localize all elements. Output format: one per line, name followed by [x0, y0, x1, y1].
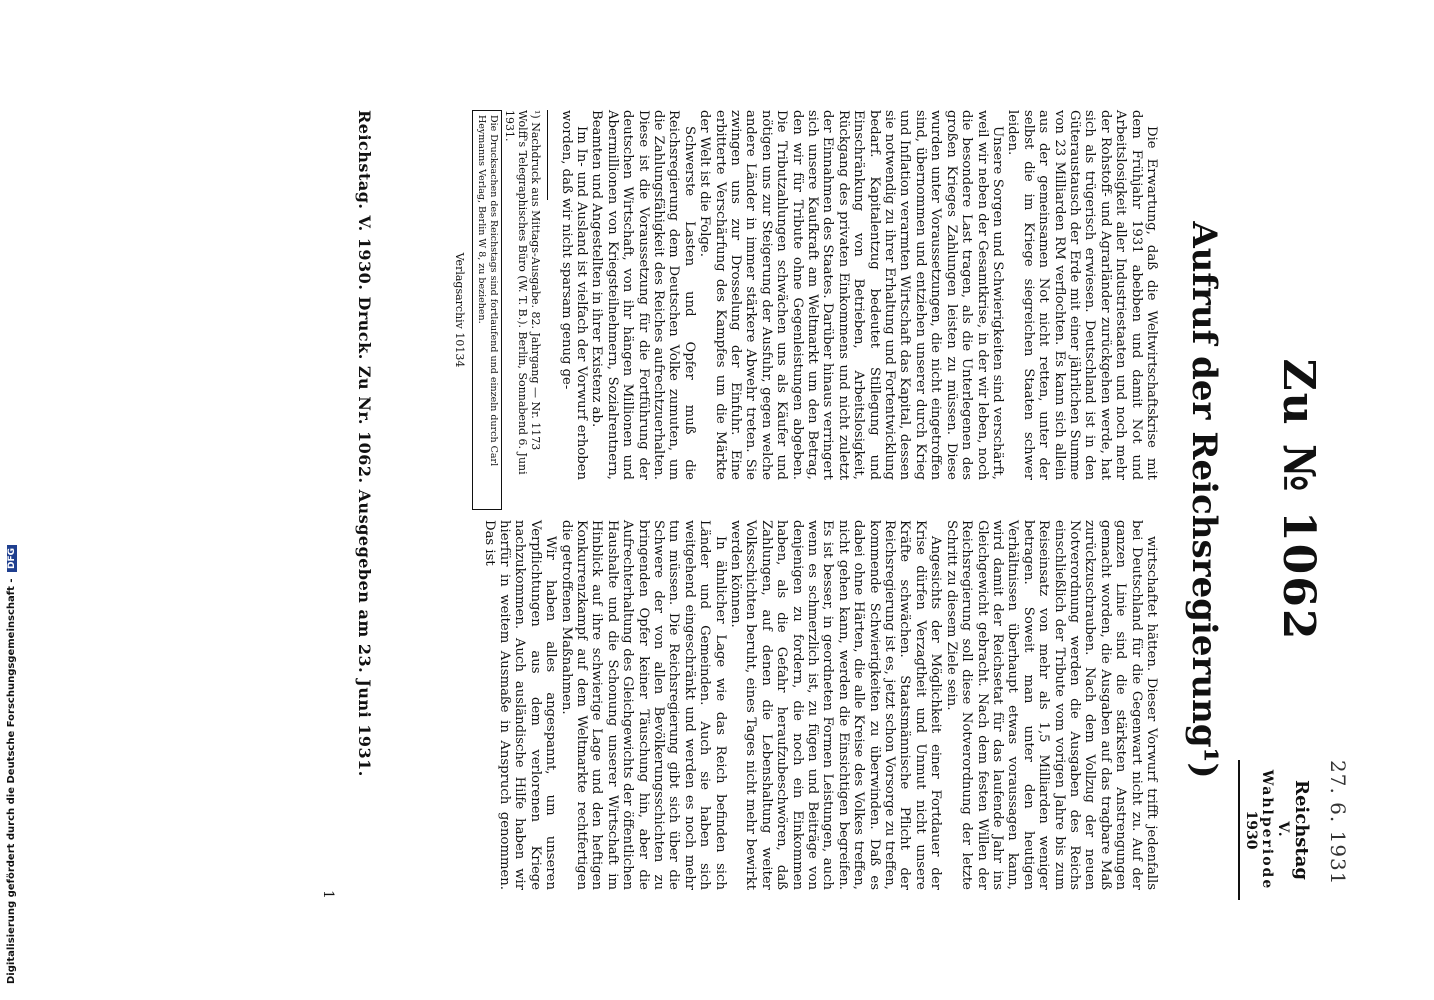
- paragraph: Schwerste Lasten und Opfer muß die Reichsregierung dem Deutschen Volke zumuten, um die Zahlungsfähigkeit des Reiches aufrechtzuerhalten. Diese ist die Voraussetzung für die Fortführung der deutschen Wirtschaft, von ihr hängen Millionen und Abermillionen von Kriegsteilnehmern, Sozialrentnern, Beamten und Angestellten in ihrer Existenz ab.: [589, 110, 697, 480]
- paragraph: Im In- und Ausland ist vielfach der Vorwurf erhoben worden, daß wir nicht sparsam genug ge-: [558, 110, 589, 480]
- right-column: [481, 520, 1159, 890]
- publication-line: Reichstag. V. 1930. Druck. Zu Nr. 1062. Ausgegeben am 23. Juni 1931.: [355, 110, 374, 777]
- drucksache-title: Zu № 1062: [1273, 358, 1324, 642]
- digitization-credit: [6, 547, 17, 984]
- page-mark: 1: [320, 890, 336, 899]
- paragraph: Die Erwartung, daß die Weltwirtschaftskrise mit dem Frühjahr 1931 abebben und damit Not und Arbeitslosigkeit aller Industriestaaten und noch mehr der Rohstoff- und Agrarländer zurückgehen werde, hat sich als trügerisch erwiesen. Deutschland ist in den Güteraustausch der Erde mit einer jährlichen Summe von 23 Milliarden RM verflochten. Es kann sich allein aus der gemeinsamen Not nicht retten, unter der selbst die im Kriege siegreichen Staaten schwer leiden.: [1005, 110, 1159, 480]
- paragraph: wirtschaftet hätten. Dieser Vorwurf trifft jedenfalls bei Deutschland für die Gegenwart nicht zu. Auf der ganzen Linie sind die stärksten Anstrengungen gemacht worden, die Ausgaben auf das tragbare Maß zurückzuschrauben. Nach dem Vollzug der neuen Notverordnung werden die Ausgaben des Reichs einschließlich der Tribute vom vorigen Jahre bis zum Reiseinsatz von mehr als 1,5 Milliarden weniger betragen. Soweit man unter den heutigen Verhältnissen überhaupt etwas voraussagen kann, wird damit der Reichsetat für das laufende Jahr ins Gleichgewicht gebracht. Nach dem festen Willen der Reichsregierung soll diese Notverordnung der letzte Schritt zu diesem Ziele sein.: [943, 520, 1159, 890]
- footnote: ¹) Nachdruck aus Mittags-Ausgabe. 82. Jahrgang — Nr. 1173 Wolff's Telegraphisches Büro (W. T. B.). Berlin, Sonnabend 6. Juni 1931.: [503, 110, 542, 475]
- wahlperiode-label: V. Wahlperiode: [1259, 769, 1291, 891]
- footnote-rule: [547, 110, 548, 200]
- document-sheet: [174, 70, 1354, 930]
- left-column: [558, 110, 1159, 480]
- distribution-notice: Die Drucksachen des Reichstags sind fortlaufend und einzeln durch Carl Heymanns Verlag, Berlin W 8, zu beziehen.: [472, 110, 502, 510]
- archive-label: Verlagsarchiv 10134: [453, 252, 466, 368]
- period-year: 1930: [1238, 760, 1259, 900]
- paragraph: Angesichts der Möglichkeit einer Fortdauer der Krise dürfen Verzagtheit und Unmut nicht unsere Kräfte schwächen. Staatsmännische Pflicht der Reichsregierung ist es, jetzt schon Vorsorge zu treffen, kommende Schwierigkeiten zu überwinden. Daß es dabei ohne Härten, die alle Kreise des Volkes treffen, nicht gehen kann, werden die Einsichtigen begreifen. Es ist besser, in geordneten Formen Leistungen, auch wenn es schmerzlich ist, zu fügen und Beiträge von denjenigen zu fordern, die noch ein Einkommen haben, als die Gefahr heraufzubeschwören, daß Zahlungen, auf denen die Lebenshaltung weiter Volksschichten beruht, eines Tages nicht mehr bewirkt werden können.: [728, 520, 944, 890]
- dfg-logo-icon: DFG: [7, 545, 17, 572]
- paragraph: In ähnlicher Lage wie das Reich befinden sich Länder und Gemeinden. Auch sie haben sich weitgehend eingeschränkt und werden es noch mehr tun müssen. Die Reichsregierung gibt sich über die Schwere der von allen Bevölkerungsschichten zu bringenden Opfer keiner Täuschung hin, aber die Aufrechterhaltung des Gleichgewichts der öffentlichen Haushalte und die Schonung unserer Wirtschaft im Hinblick auf ihre schwierige Lage und den heftigen Konkurrenzkampf auf dem Weltmarkte rechtfertigen die getroffenen Maßnahmen.: [558, 520, 728, 890]
- credit-text: Digitalisierung gefördert durch die Deutsche Forschungsgemeinschaft -: [6, 578, 17, 984]
- paragraph: Wir haben alles angespannt, um unseren Verpflichtungen aus dem verlorenen Kriege nachzukommen. Auch ausländische Hilfe haben wir hierfür in weitem Ausmaße in Anspruch genommen. Das ist: [481, 520, 559, 890]
- reichstag-label: Reichstag: [1291, 780, 1312, 880]
- paragraph: Unsere Sorgen und Schwierigkeiten sind verschärft, weil wir neben der Gesamtkrise, in der wir leben, noch die besondere Last tragen, als die Unterlegenen des großen Krieges Zahlungen leisten zu müssen. Diese wurden unter Voraussetzungen, die nicht eingetroffen sind, übernommen und entziehen unserer durch Krieg und Inflation verarmten Wirtschaft das Kapital, dessen sie notwendig zu ihrer Erhaltung und Fortentwicklung bedarf. Kapitalentzug bedeutet Stillegung und Einschränkung von Betrieben, Arbeitslosigkeit, Rückgang des privaten Einkommens und nicht zuletzt der Einnahmen des Staates. Darüber hinaus verringert sich unsere Kaufkraft am Weltmarkt um den Betrag, den wir für Tribute ohne Gegenleistungen abgeben. Die Tributzahlungen schwächen uns als Käufer und nötigen uns zur Steigerung der Ausfuhr, gegen welche andere Länder in immer stärkere Abwehr treten. Sie zwingen uns zur Drosselung der Einfuhr. Eine erbitterte Verschärfung des Kampfes um die Märkte der Welt ist die Folge.: [697, 110, 1005, 480]
- date-stamp: 27. 6. 1931: [1326, 760, 1350, 886]
- aufruf-title: Aufruf der Reichsregierung¹): [1184, 221, 1224, 779]
